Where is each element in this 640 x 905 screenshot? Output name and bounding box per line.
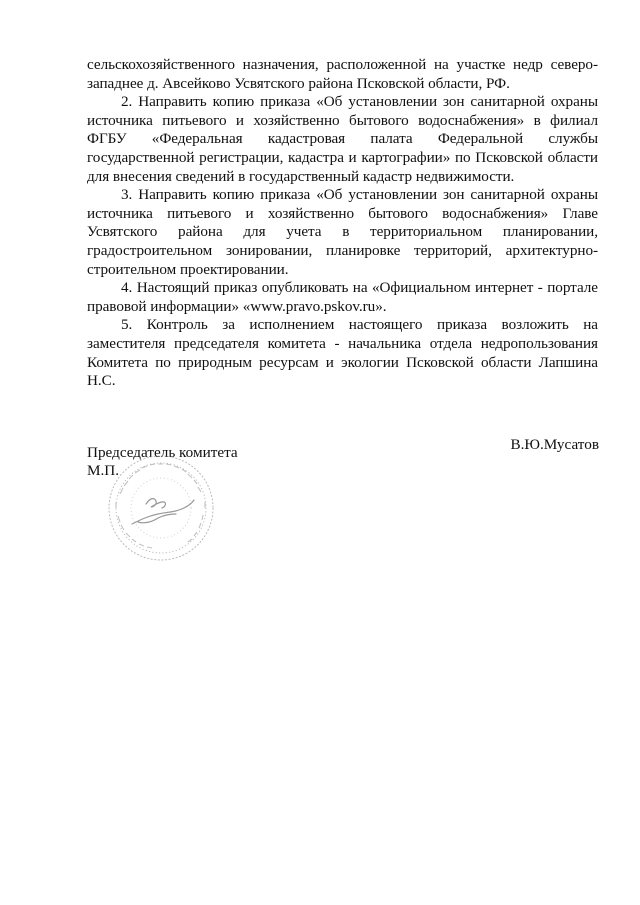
paragraph-item-5: 5. Контроль за исполнением настоящего приказа возложить на заместителя председателя комитета - начальника отдела недропользования Комитета по природным ресурсам и экологии Псковской области Лапшина Н.С. (87, 316, 598, 390)
paragraph-item-2: 2. Направить копию приказа «Об установлении зон санитарной охраны источника питьевого и хозяйственно бытового водоснабжения» в филиал ФГБУ «Федеральная кадастровая палата Федеральной службы государственной регистрации, кадастра и картографии» по Псковской области для внесения сведений в государственный кадастр недвижимости. (87, 93, 598, 185)
paragraph-item-3: 3. Направить копию приказа «Об установлении зон санитарной охраны источника питьевого и хозяйственно бытового водоснабжения» Главе Усвятского района для учета в территориальном планировании, градостроительном зонировании, планировке территорий, архитектурно-строительном проектировании. (87, 186, 598, 278)
stamp-label: М.П. (87, 462, 120, 479)
paragraph-continuation: сельскохозяйственного назначения, расположенной на участке недр северо-западнее д. Авсейково Усвятского района Псковской области, РФ. (87, 56, 598, 92)
paragraph-item-4: 4. Настоящий приказ опубликовать на «Официальном интернет - портале правовой информации» «www.pravo.pskov.ru». (87, 279, 598, 315)
signatory-title: Председатель комитета (87, 444, 238, 461)
official-seal-icon (102, 446, 220, 570)
document-body (87, 56, 598, 391)
signatory-name: В.Ю.Мусатов (510, 436, 599, 453)
